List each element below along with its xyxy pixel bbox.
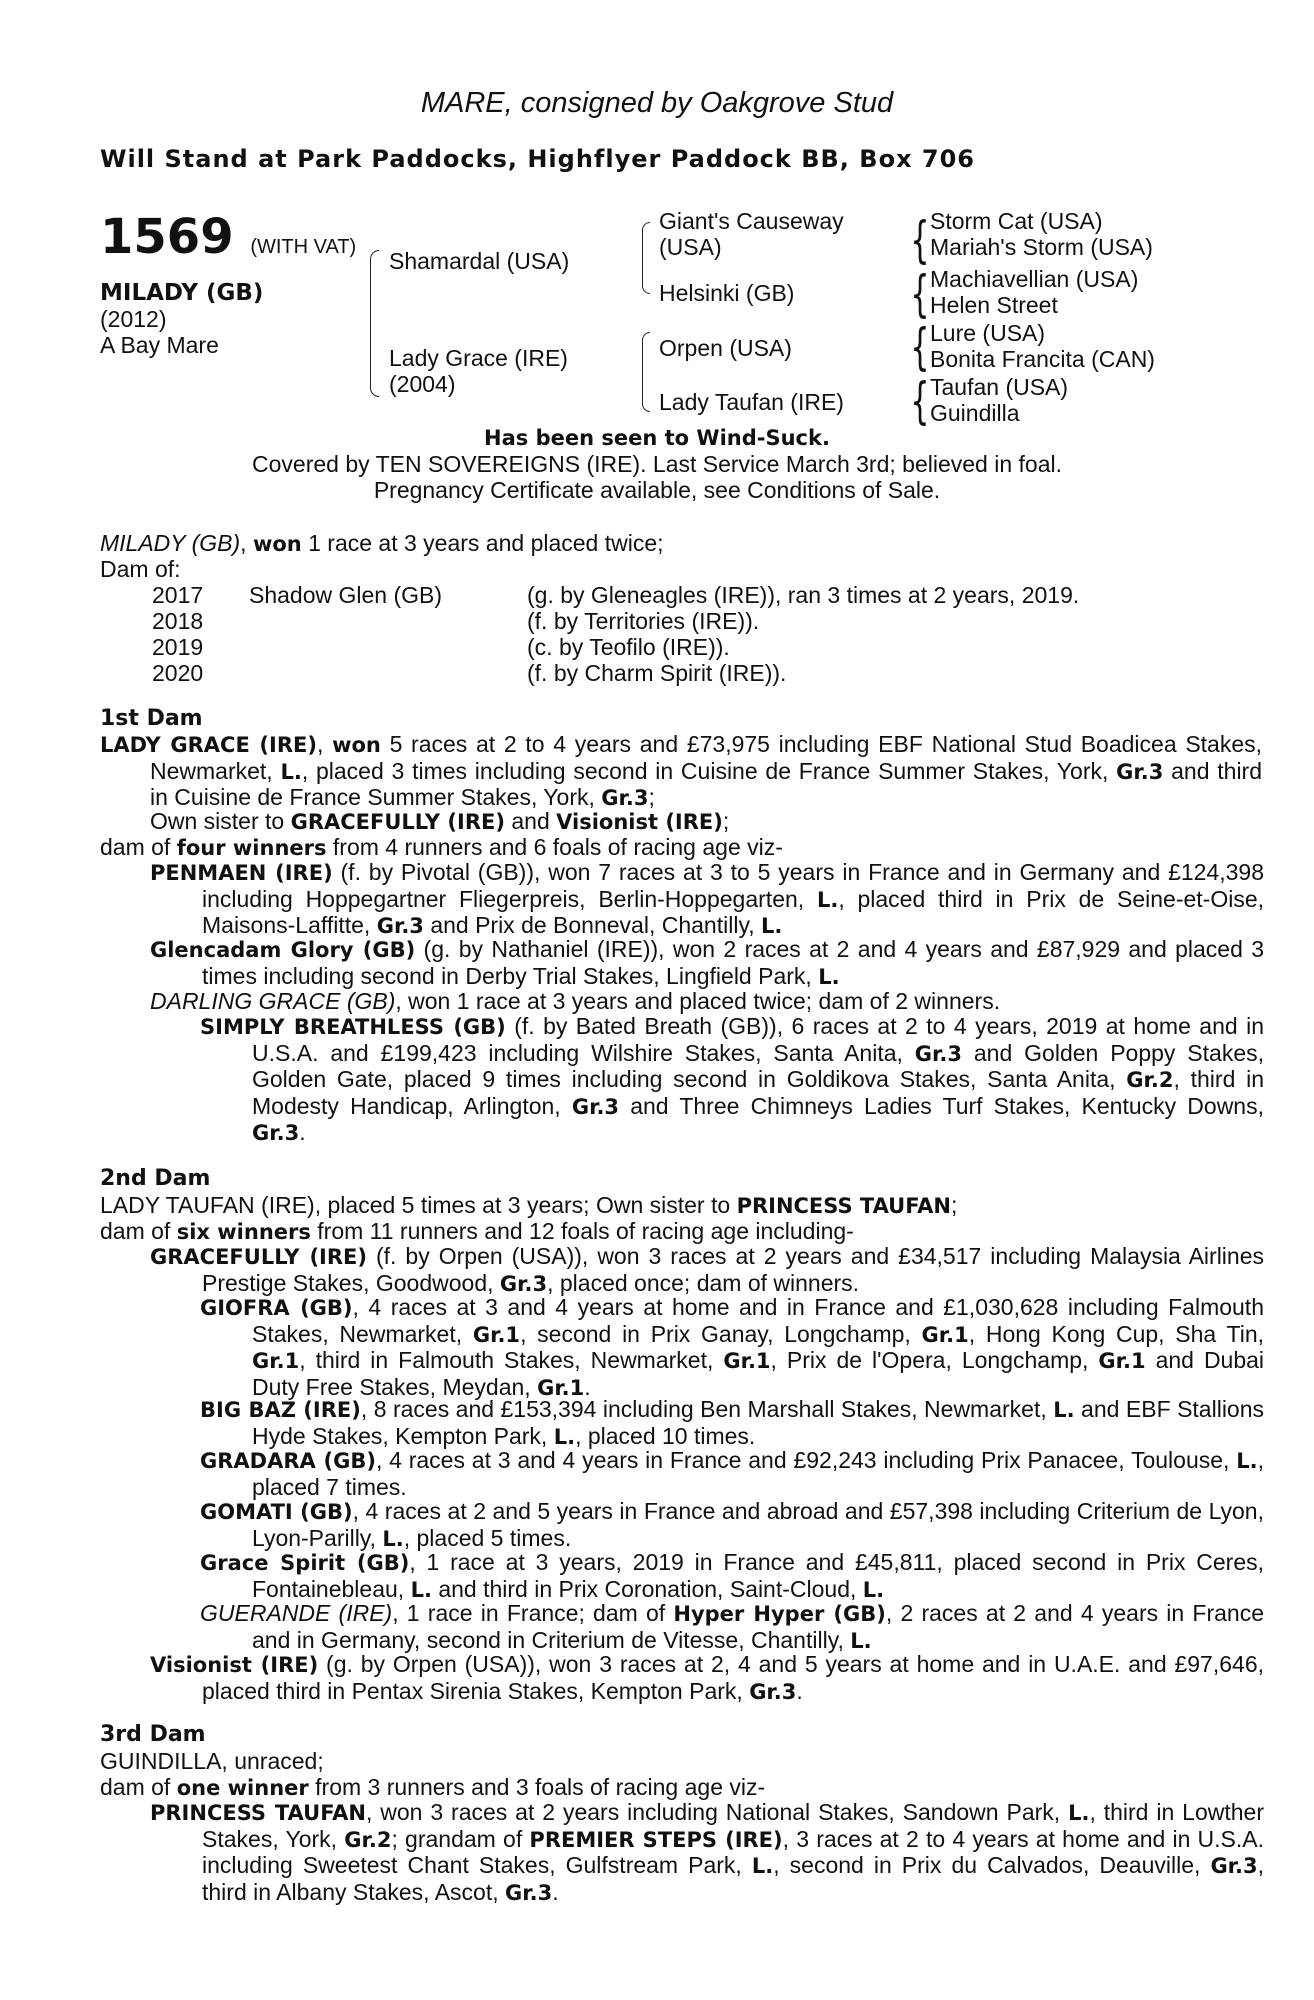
premier-steps-name: PREMIER STEPS (IRE) [529, 1827, 783, 1852]
wind-suck-note: Has been seen to Wind-Suck. [484, 426, 830, 450]
pedigree-dds: Taufan (USA) [930, 374, 1069, 400]
group-badge: Gr.3 [749, 1679, 797, 1704]
bigbaz-text3: , placed 10 times. [575, 1422, 756, 1449]
simply-text5: . [299, 1119, 306, 1146]
group-badge: Gr.3 [376, 914, 424, 939]
lady-grace-text4: ; [648, 784, 655, 811]
pedigree-bracket-c: { [910, 318, 930, 376]
mare-record-name: MILADY (GB) [100, 530, 241, 556]
simply-name: SIMPLY BREATHLESS (GB) [200, 1015, 506, 1039]
listed-badge: L. [1068, 1801, 1090, 1825]
group-badge: Gr.1 [1098, 1349, 1146, 1374]
group-badge: Gr.1 [723, 1349, 771, 1374]
pedigree-ssd: Mariah's Storm (USA) [930, 234, 1153, 260]
group-badge: Gr.1 [252, 1349, 300, 1374]
guerande-name: GUERANDE (IRE) [200, 1600, 393, 1626]
grace-spirit-text2: and third in Prix Coronation, Saint-Cloud, [438, 1575, 857, 1602]
lady-grace-text1: 5 races at 2 to 4 years and £73,975 including EBF National Stud Boadicea Stakes, Newmarket, [150, 731, 1263, 784]
hyper-name: Hyper Hyper (GB) [673, 1602, 886, 1626]
lady-taufan-line [100, 1192, 957, 1219]
gradara-entry [200, 1448, 1264, 1500]
group-badge: Gr.3 [1116, 759, 1164, 784]
pedigree-brace-1 [370, 250, 379, 397]
group-badge: Gr.2 [344, 1827, 392, 1852]
penmaen-text2: , placed third in Prix de Seine-et-Oise, Maisons-Laffitte, [202, 885, 1264, 939]
group-badge: Gr.3 [601, 786, 649, 811]
lady-grace-entry: LADY GRACE (IRE), won 5 races at 2 to 4 years and £73,975 including EBF National Stud Boadicea Stakes, Newmarket, L., placed 3 times including second in Cuisine de France Summer Stakes, York, Gr.3 and third in Cuisine de France Summer Stakes, York, Gr.3; [100, 731, 1263, 811]
gradara-text1: , 4 races at 3 and 4 years in France and £92,243 including Prix Panacee, Toulouse, [375, 1447, 1230, 1473]
simply-text2: and Golden Poppy Stakes, Golden Gate, placed 9 times including second in Goldikova Stakes, Santa Anita, [252, 1039, 1265, 1093]
foal-year: (2012) [100, 306, 167, 332]
simply-entry [200, 1014, 1264, 1147]
visionist-name: Visionist (IRE) [150, 1653, 319, 1677]
simply-text1: (f. by Bated Breath (GB)), 6 races at 2 to 4 years, 2019 at home and in U.S.A. and £199,423 including Wilshire Stakes, Santa Anita, [252, 1013, 1265, 1066]
listed-badge: L. [1236, 1449, 1258, 1473]
guerande-entry [200, 1601, 1264, 1654]
visionist-text2: . [796, 1677, 803, 1704]
princess-taufan-name: PRINCESS TAUFAN [150, 1801, 366, 1825]
glencadam-text: (g. by Nathaniel (IRE)), won 2 races at 2 and 4 years and £87,929 and placed 3 times including second in Derby Trial Stakes, Lingfield Park, [202, 936, 1265, 989]
gracefully-entry [150, 1244, 1264, 1297]
simply-text4: and Three Chimneys Ladies Turf Stakes, Kentucky Downs, [630, 1092, 1264, 1119]
group-badge: Gr.2 [1126, 1068, 1174, 1093]
four-winners: four winners [176, 836, 327, 860]
semi-text: ; [951, 1192, 958, 1218]
group-badge: Gr.3 [252, 1121, 300, 1146]
penmaen-text3: and Prix de Bonneval, Chantilly, [430, 912, 755, 939]
guindilla-line: GUINDILLA, unraced; [100, 1748, 324, 1774]
pedigree-dam-sire: Orpen (USA) [659, 335, 792, 361]
produce-desc: (g. by Gleneagles (IRE)), ran 3 times at 2 years, 2019. [527, 582, 1080, 608]
grace-spirit-text1: , 1 race at 3 years, 2019 in France and £45,811, placed second in Prix Ceres, Fontainebleau, [252, 1549, 1264, 1602]
lot-number-value: 1569 [100, 209, 234, 265]
listed-badge: L. [850, 1628, 872, 1653]
grace-spirit-name: Grace Spirit (GB) [200, 1551, 410, 1575]
from-text: from 3 runners and 3 foals of racing age viz- [315, 1774, 766, 1800]
gomati-entry [200, 1499, 1264, 1552]
visionist-entry [150, 1652, 1264, 1705]
glencadam-name: Glencadam Glory (GB) [150, 938, 416, 962]
giofra-text3: , Hong Kong Cup, Sha Tin, [968, 1320, 1265, 1347]
pedigree-dam: Lady Grace (IRE) [389, 345, 568, 371]
group-badge: Gr.1 [472, 1322, 521, 1347]
bigbaz-text2: and EBF Stallions Hyde Stakes, Kempton Park, [252, 1396, 1265, 1449]
gracefully-name: GRACEFULLY (IRE) [150, 1245, 367, 1269]
page-title: MARE, consigned by Oakgrove Stud [420, 87, 894, 119]
pedigree-brace-3 [642, 332, 650, 412]
giofra-text1: , 4 races at 3 and 4 years at home and in France and £1,030,628 including Falmouth Stakes, Newmarket, [252, 1294, 1264, 1347]
dam3-summary [100, 1774, 765, 1801]
from-text: from 11 runners and 12 foals of racing age including- [317, 1218, 854, 1244]
produce-desc: (f. by Territories (IRE)). [527, 608, 760, 634]
third-dam-heading: 3rd Dam [100, 1722, 206, 1747]
own-sister-line [150, 808, 729, 835]
pt-text7: . [552, 1878, 559, 1905]
bigbaz-text1: , 8 races and £153,394 including Ben Marshall Stakes, Newmarket, [360, 1396, 1047, 1422]
pt-text3: ; grandam of [391, 1825, 523, 1852]
guerande-text2: , 2 races at 2 and 4 years in France and in Germany, second in Criterium de Vitesse, Chantilly, [252, 1600, 1264, 1653]
gradara-name: GRADARA (GB) [200, 1449, 376, 1473]
pedigree-bracket-a: { [910, 211, 930, 269]
listed-badge: L. [410, 1577, 432, 1602]
visionist-name: Visionist (IRE) [556, 810, 723, 834]
pedigree-sire-dam: Helsinki (GB) [659, 280, 795, 306]
pt-text4: , 3 races at 2 to 4 years at home and in U.S.A. including Sweetest Chant Stakes, Gulfstream Park, [202, 1825, 1265, 1879]
dam1-summary [100, 834, 783, 861]
pt-text5: , second in Prix du Calvados, Deauville, [773, 1852, 1201, 1879]
lot-number [100, 209, 357, 272]
pedigree-ddd: Guindilla [930, 400, 1020, 426]
gracefully-text1: (f. by Orpen (USA)), won 3 races at 2 years and £34,517 including Malaysia Airlines Prestige Stakes, Goodwood, [202, 1243, 1264, 1296]
mare-record-won: won [252, 532, 302, 556]
mare-record-text: 1 race at 3 years and placed twice; [308, 530, 664, 556]
second-dam-heading: 2nd Dam [100, 1166, 211, 1191]
dam-of-text: dam of [100, 834, 171, 860]
horse-description: A Bay Mare [100, 332, 219, 358]
produce-desc: (f. by Charm Spirit (IRE)). [527, 660, 787, 686]
gomati-text1: , 4 races at 2 and 5 years in France and abroad and £57,398 including Criterium de Lyon, Lyon-Parilly, [252, 1498, 1264, 1551]
first-dam-heading: 1st Dam [100, 706, 203, 731]
gracefully-text2: , placed once; dam of winners. [547, 1269, 860, 1296]
pedigree-sire-sire-country: (USA) [659, 234, 722, 260]
produce-year: 2019 [152, 634, 204, 660]
six-winners: six winners [176, 1220, 311, 1244]
listed-badge: L. [1053, 1398, 1075, 1422]
pedigree-dam-year: (2004) [389, 371, 456, 397]
one-winner: one winner [176, 1776, 309, 1800]
covered-note: Covered by TEN SOVEREIGNS (IRE). Last Service March 3rd; believed in foal. [252, 451, 1062, 477]
pt-text1: , won 3 races at 2 years including National Stakes, Sandown Park, [365, 1799, 1061, 1825]
visionist-text1: (g. by Orpen (USA)), won 3 races at 2, 4 and 5 years at home and in U.A.E. and £97,646, placed third in Pentax Sirenia Stakes, Kempton Park, [202, 1651, 1265, 1704]
group-badge: Gr.3 [499, 1271, 548, 1296]
giofra-text5: , Prix de l'Opera, Longchamp, [770, 1347, 1089, 1374]
bigbaz-name: BIG BAZ (IRE) [200, 1398, 361, 1422]
listed-badge: L. [382, 1526, 404, 1551]
listed-badge: L. [751, 1854, 774, 1879]
vat-note: (WITH VAT) [250, 236, 357, 258]
pedigree-dsd: Bonita Francita (CAN) [930, 346, 1155, 372]
grace-spirit-entry [200, 1550, 1264, 1603]
darling-entry [150, 988, 1000, 1014]
pedigree-dss: Lure (USA) [930, 320, 1046, 346]
listed-badge: L. [816, 887, 839, 912]
listed-badge: L. [818, 964, 840, 989]
dam2-summary [100, 1218, 854, 1245]
gomati-text2: , placed 5 times. [403, 1524, 572, 1551]
giofra-text4: , third in Falmouth Stakes, Newmarket, [299, 1347, 714, 1374]
simply-text3: , third in Modesty Handicap, Arlington, [252, 1066, 1265, 1119]
giofra-text7: . [584, 1373, 591, 1400]
produce-name: Shadow Glen (GB) [249, 582, 443, 608]
group-badge: Gr.3 [505, 1880, 553, 1905]
lady-grace-name: LADY GRACE (IRE) [100, 733, 317, 757]
produce-year: 2017 [152, 582, 204, 608]
pedigree-sire-sire: Giant's Causeway [659, 208, 844, 234]
produce-desc: (c. by Teofilo (IRE)). [527, 634, 730, 660]
and-text: and [511, 808, 550, 834]
pregnancy-note: Pregnancy Certificate available, see Conditions of Sale. [373, 477, 941, 503]
stand-location: Will Stand at Park Paddocks, Highflyer Paddock BB, Box 706 [100, 145, 975, 173]
dam-of-text: dam of [100, 1774, 171, 1800]
penmaen-text1: (f. by Pivotal (GB)), won 7 races at 3 to 5 years in France and in Germany and £124,398 including Hoppegartner Fliegerpreis, Berlin-Hoppegarten, [202, 859, 1265, 912]
gradara-text2: , placed 7 times. [252, 1447, 1264, 1500]
lady-taufan-text: LADY TAUFAN (IRE), placed 5 times at 3 years; Own sister to [100, 1192, 731, 1218]
dam-of-label: Dam of: [100, 556, 181, 582]
pt-text2: , third in Lowther Stakes, York, [202, 1799, 1264, 1852]
pedigree-sire: Shamardal (USA) [389, 248, 570, 274]
bigbaz-entry [200, 1397, 1264, 1450]
horse-name: MILADY (GB) [100, 280, 264, 306]
pedigree-bracket-b: { [910, 265, 930, 323]
pedigree-sdd: Helen Street [930, 292, 1058, 318]
own-sister-text: Own sister to [150, 808, 285, 834]
pedigree-dam-dam: Lady Taufan (IRE) [659, 389, 844, 415]
giofra-text2: , second in Prix Ganay, Longchamp, [520, 1320, 911, 1347]
produce-year: 2020 [152, 660, 204, 686]
darling-text: , won 1 race at 3 years and placed twice; dam of 2 winners. [395, 988, 1001, 1014]
princess-taufan-name: PRINCESS TAUFAN [736, 1194, 952, 1218]
penmaen-name: PENMAEN (IRE) [150, 861, 333, 885]
dam-of-text: dam of [100, 1218, 171, 1244]
from-text: from 4 runners and 6 foals of racing age viz- [332, 834, 783, 860]
group-badge: Gr.3 [914, 1041, 962, 1066]
guerande-text1: , 1 race in France; dam of [392, 1600, 666, 1626]
listed-badge: L. [761, 914, 783, 939]
penmaen-entry [150, 860, 1264, 940]
giofra-text6: and Dubai Duty Free Stakes, Meydan, [252, 1347, 1265, 1400]
group-badge: Gr.1 [537, 1375, 585, 1400]
giofra-entry [200, 1295, 1264, 1401]
listed-badge: L. [553, 1424, 576, 1449]
giofra-name: GIOFRA (GB) [200, 1296, 353, 1320]
gomati-name: GOMATI (GB) [200, 1500, 353, 1524]
lady-grace-text2: , placed 3 times including second in Cuisine de France Summer Stakes, York, [301, 757, 1109, 784]
listed-badge: L. [280, 759, 302, 784]
princess-taufan-entry [150, 1800, 1264, 1906]
semi-text: ; [722, 808, 730, 834]
group-badge: Gr.3 [1210, 1854, 1258, 1879]
pedigree-sds: Machiavellian (USA) [930, 266, 1139, 292]
produce-year: 2018 [152, 608, 204, 634]
pedigree-bracket-d: { [910, 372, 930, 430]
darling-name: DARLING GRACE (GB) [150, 988, 396, 1014]
pedigree-brace-2 [642, 222, 650, 294]
gracefully-name: GRACEFULLY (IRE) [290, 810, 505, 834]
group-badge: Gr.1 [921, 1322, 969, 1347]
mare-record: MILADY (GB), won 1 race at 3 years and placed twice; [100, 530, 664, 556]
group-badge: Gr.3 [571, 1094, 620, 1119]
listed-badge: L. [862, 1577, 885, 1602]
pedigree-sss: Storm Cat (USA) [930, 208, 1103, 234]
lady-grace-won: won [332, 733, 381, 757]
glencadam-entry [150, 937, 1264, 990]
lady-grace-text3: and third in Cuisine de France Summer Stakes, York, [150, 757, 1263, 811]
pt-text6: , third in Albany Stakes, Ascot, [202, 1852, 1265, 1905]
